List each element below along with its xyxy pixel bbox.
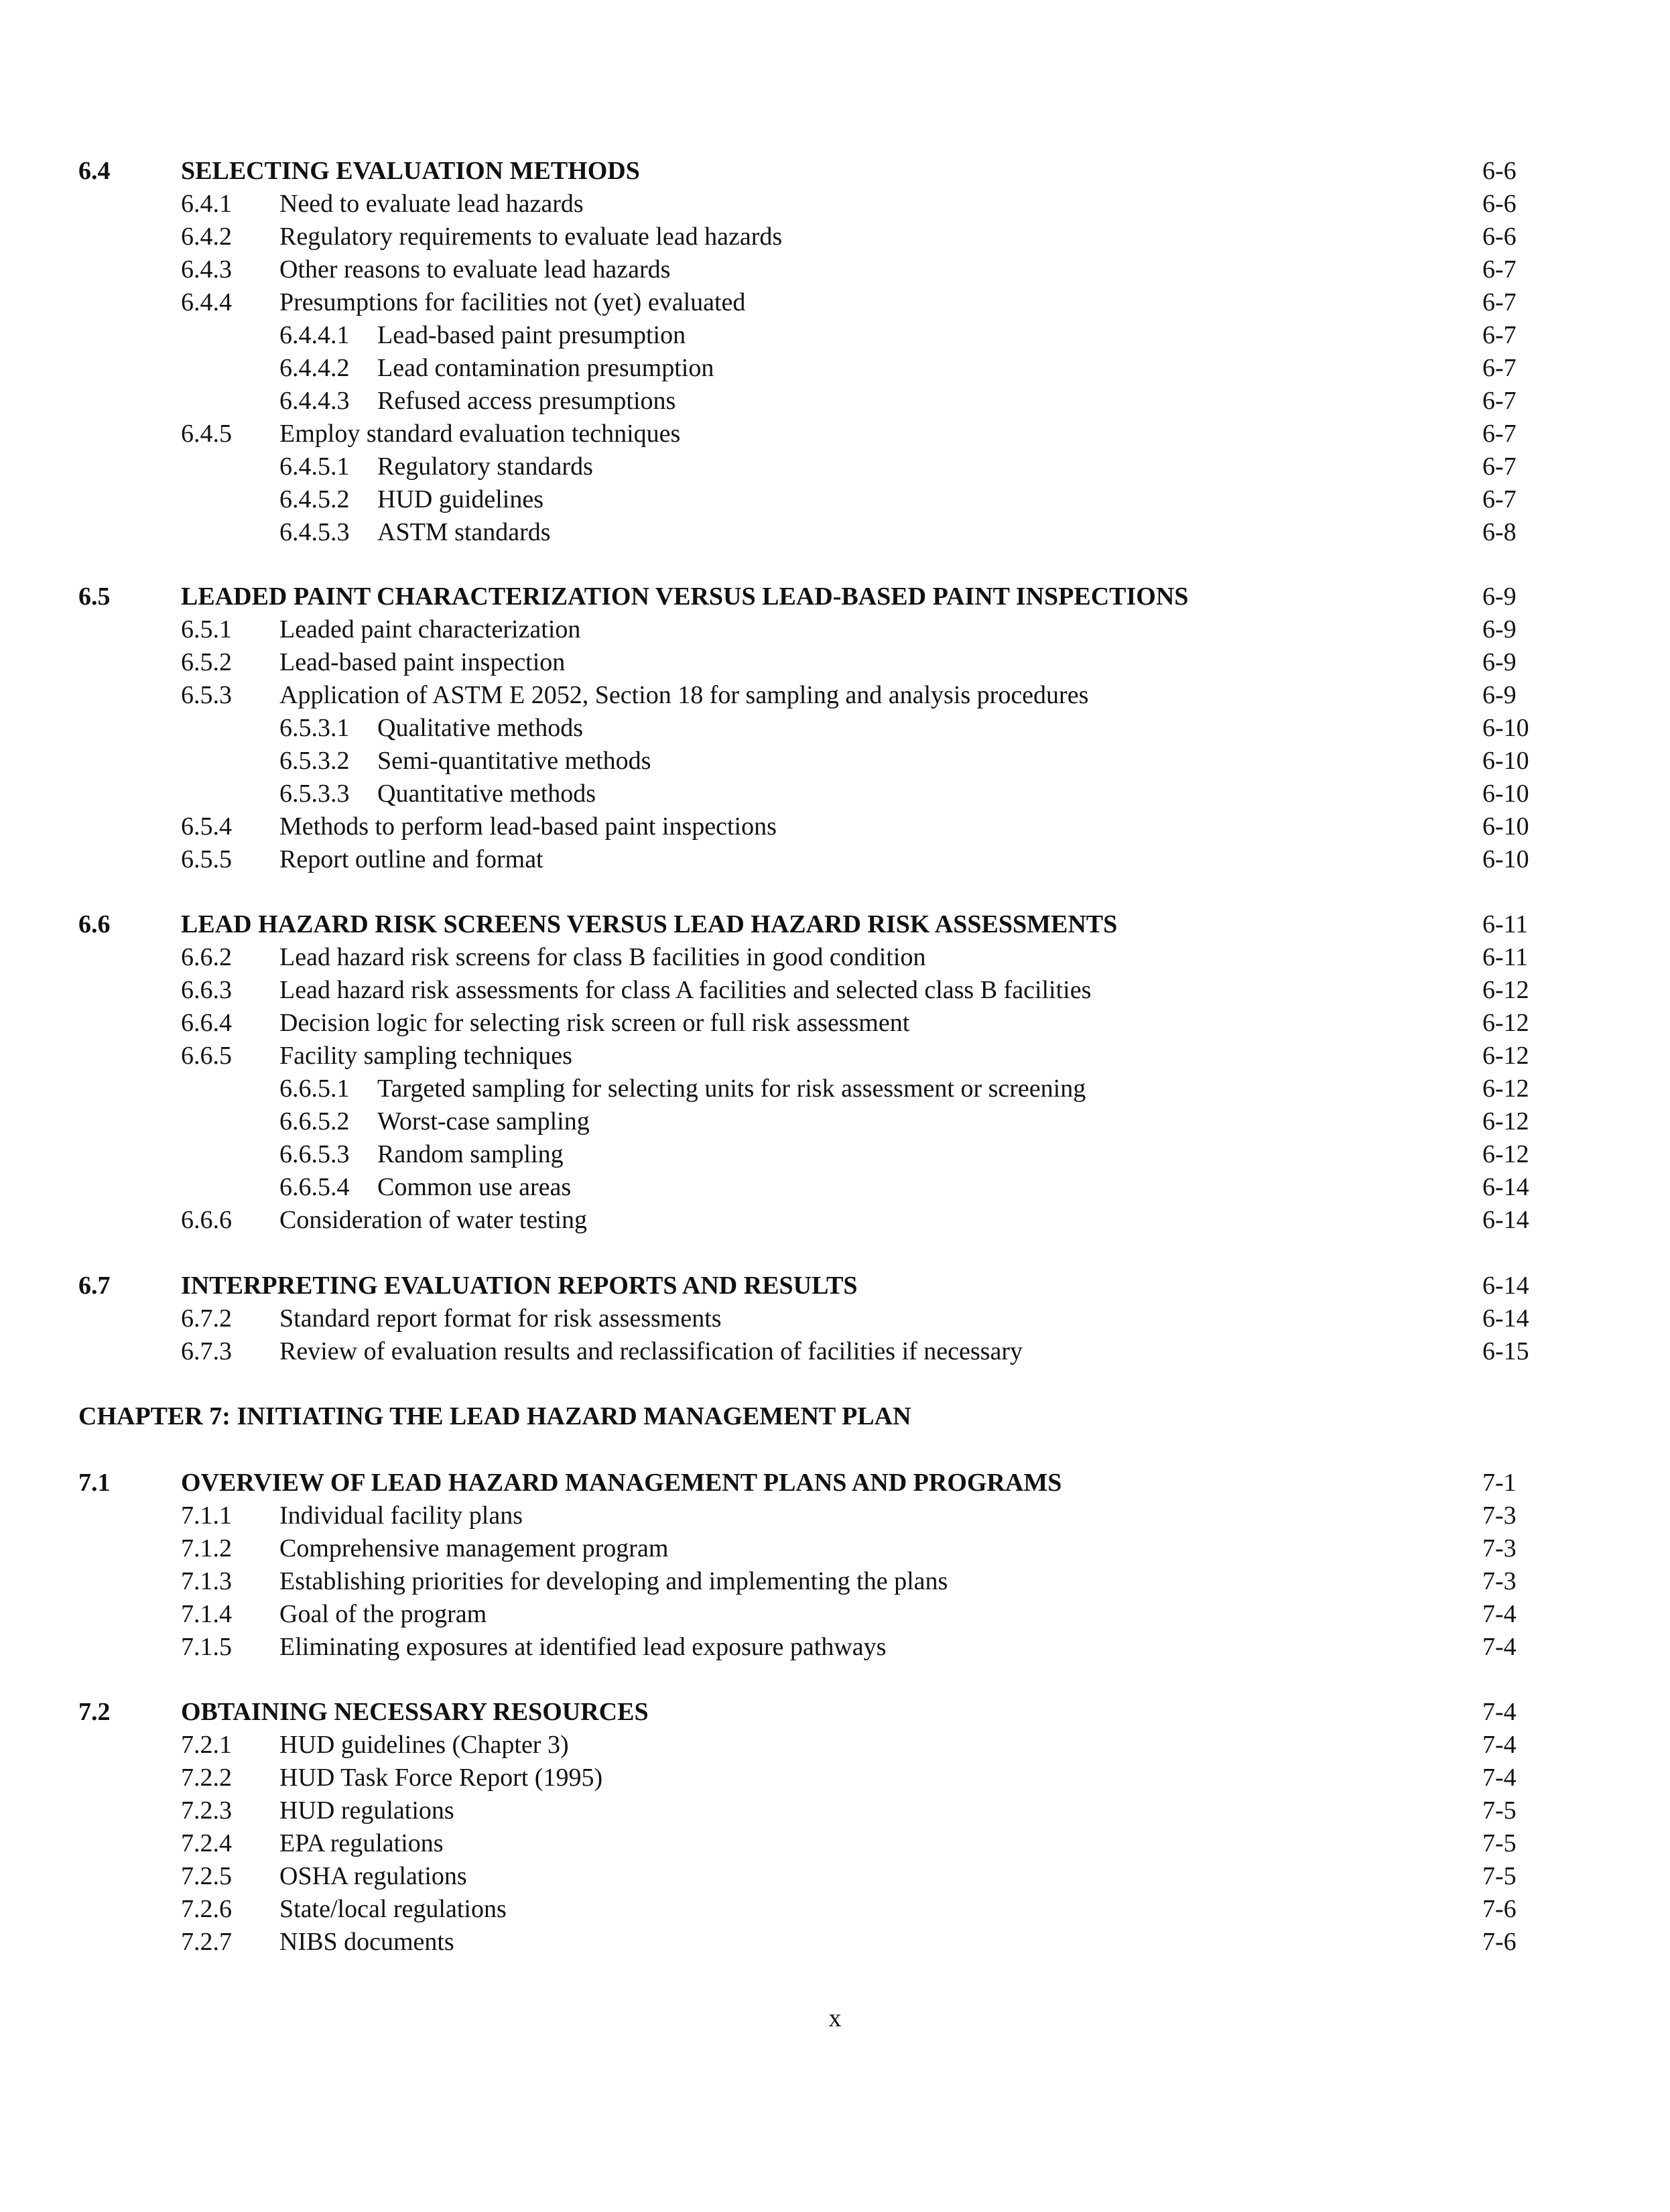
item-title: State/local regulations	[279, 1895, 507, 1923]
item-number: 6.5.2	[181, 648, 232, 676]
item-title: OSHA regulations	[279, 1862, 467, 1890]
subitem-number: 6.6.5.3	[279, 1140, 350, 1168]
toc-item-7-2-4	[0, 1827, 1670, 1860]
chapter-title: CHAPTER 7: INITIATING THE LEAD HAZARD MANAGEMENT PLAN	[78, 1402, 911, 1430]
page-ref: 6-10	[1482, 747, 1529, 775]
toc-item-6-6-6	[0, 1203, 1670, 1237]
toc-subitem-6-6-5-2	[0, 1105, 1670, 1138]
section-number: 6.6	[78, 910, 111, 938]
item-number: 7.1.3	[181, 1567, 232, 1595]
page-ref: 6-9	[1482, 681, 1517, 709]
item-number: 7.1.2	[181, 1534, 232, 1562]
subitem-number: 6.6.5.4	[279, 1173, 350, 1201]
page-number: x	[828, 2004, 842, 2032]
page-ref: 6-6	[1482, 190, 1517, 218]
item-number: 6.5.4	[181, 812, 232, 841]
toc-item-7-1-4	[0, 1597, 1670, 1631]
page-ref: 6-10	[1482, 845, 1529, 873]
item-title: Consideration of water testing	[279, 1206, 588, 1234]
page-ref: 6-9	[1482, 615, 1517, 643]
toc-item-7-1-5	[0, 1630, 1670, 1664]
page-ref: 6-9	[1482, 582, 1517, 611]
subitem-title: Quantitative methods	[377, 780, 596, 808]
subitem-number: 6.6.5.2	[279, 1107, 350, 1135]
toc-section-6-4	[0, 154, 1670, 188]
page-ref: 7-6	[1482, 1895, 1517, 1923]
page-ref: 6-7	[1482, 255, 1517, 284]
page-ref: 7-4	[1482, 1764, 1517, 1792]
item-number: 7.1.1	[181, 1501, 232, 1530]
item-number: 6.6.6	[181, 1206, 232, 1234]
subitem-title: Worst-case sampling	[377, 1107, 590, 1135]
subitem-title: Lead-based paint presumption	[377, 321, 686, 349]
item-number: 6.5.3	[181, 681, 232, 709]
item-title: Report outline and format	[279, 845, 543, 873]
item-number: 7.2.1	[181, 1731, 232, 1759]
page-ref: 6-14	[1482, 1206, 1529, 1234]
item-title: Lead hazard risk assessments for class A facilities and selected class B facilities	[279, 976, 1092, 1004]
item-title: Comprehensive management program	[279, 1534, 669, 1562]
toc-item-7-2-3	[0, 1794, 1670, 1827]
section-title: LEADED PAINT CHARACTERIZATION VERSUS LEAD-BASED PAINT INSPECTIONS	[181, 582, 1189, 611]
toc-item-6-6-3	[0, 973, 1670, 1007]
toc-item-6-7-3	[0, 1335, 1670, 1368]
section-number: 7.1	[78, 1469, 111, 1497]
toc-item-7-2-5	[0, 1859, 1670, 1893]
page-ref: 7-4	[1482, 1731, 1517, 1759]
item-title: Eliminating exposures at identified lead exposure pathways	[279, 1633, 887, 1661]
page-ref: 6-15	[1482, 1337, 1529, 1365]
item-number: 7.1.4	[181, 1600, 232, 1628]
page-ref: 6-11	[1482, 910, 1529, 938]
page-ref: 6-7	[1482, 387, 1517, 415]
page-ref: 7-4	[1482, 1698, 1517, 1726]
page-ref: 6-7	[1482, 420, 1517, 448]
item-number: 6.6.2	[181, 943, 232, 971]
page-ref: 6-11	[1482, 943, 1529, 971]
subitem-title: Refused access presumptions	[377, 387, 676, 415]
toc-subitem-6-5-3-1	[0, 711, 1670, 745]
page-ref: 7-4	[1482, 1600, 1517, 1628]
toc-subitem-6-5-3-2	[0, 744, 1670, 778]
page-ref: 6-14	[1482, 1272, 1529, 1300]
subitem-number: 6.5.3.3	[279, 780, 350, 808]
page-ref: 6-10	[1482, 714, 1529, 742]
page-ref: 6-7	[1482, 452, 1517, 481]
subitem-number: 6.4.4.2	[279, 354, 350, 382]
item-title: Individual facility plans	[279, 1501, 523, 1530]
toc-section-6-7	[0, 1269, 1670, 1302]
page-ref: 6-14	[1482, 1304, 1529, 1333]
item-title: Need to evaluate lead hazards	[279, 190, 584, 218]
page-ref: 7-5	[1482, 1862, 1517, 1890]
subitem-number: 6.5.3.2	[279, 747, 350, 775]
item-title: Facility sampling techniques	[279, 1042, 572, 1070]
item-number: 6.6.4	[181, 1009, 232, 1037]
subitem-number: 6.5.3.1	[279, 714, 350, 742]
item-number: 7.1.5	[181, 1633, 232, 1661]
subitem-title: Random sampling	[377, 1140, 564, 1168]
page-ref: 6-12	[1482, 1074, 1529, 1103]
item-title: Other reasons to evaluate lead hazards	[279, 255, 671, 284]
section-number: 6.7	[78, 1272, 111, 1300]
item-number: 6.6.3	[181, 976, 232, 1004]
toc-item-6-7-2	[0, 1302, 1670, 1335]
item-title: Standard report format for risk assessments	[279, 1304, 722, 1333]
item-title: HUD regulations	[279, 1796, 454, 1825]
toc-item-6-6-5	[0, 1039, 1670, 1072]
subitem-number: 6.4.5.2	[279, 485, 350, 513]
item-number: 7.2.3	[181, 1796, 232, 1825]
subitem-number: 6.4.4.1	[279, 321, 350, 349]
page-ref: 6-12	[1482, 976, 1529, 1004]
item-number: 6.5.5	[181, 845, 232, 873]
page-ref: 6-6	[1482, 157, 1517, 185]
subitem-number: 6.4.4.3	[279, 387, 350, 415]
toc-item-7-2-7	[0, 1925, 1670, 1959]
toc-subitem-6-4-4-3	[0, 384, 1670, 418]
toc-subitem-6-4-5-2	[0, 483, 1670, 516]
toc-item-6-4-5	[0, 417, 1670, 450]
item-number: 6.7.2	[181, 1304, 232, 1333]
page-ref: 7-3	[1482, 1567, 1517, 1595]
item-title: Lead-based paint inspection	[279, 648, 566, 676]
section-number: 7.2	[78, 1698, 111, 1726]
item-title: HUD guidelines (Chapter 3)	[279, 1731, 569, 1759]
toc-item-7-2-6	[0, 1892, 1670, 1926]
item-title: EPA regulations	[279, 1829, 444, 1857]
toc-item-6-5-4	[0, 810, 1670, 843]
subitem-title: Semi-quantitative methods	[377, 747, 651, 775]
page-ref: 6-7	[1482, 485, 1517, 513]
page-ref: 6-12	[1482, 1140, 1529, 1168]
toc-section-7-2	[0, 1695, 1670, 1729]
toc-section-6-5	[0, 580, 1670, 613]
item-number: 7.2.6	[181, 1895, 232, 1923]
toc-item-6-6-4	[0, 1006, 1670, 1040]
section-title: OBTAINING NECESSARY RESOURCES	[181, 1698, 649, 1726]
item-title: Leaded paint characterization	[279, 615, 581, 643]
toc-item-6-5-3	[0, 678, 1670, 712]
page-ref: 6-12	[1482, 1107, 1529, 1135]
page-ref: 7-6	[1482, 1928, 1517, 1956]
page-ref: 6-9	[1482, 648, 1517, 676]
section-title: SELECTING EVALUATION METHODS	[181, 157, 640, 185]
subitem-title: ASTM standards	[377, 518, 551, 546]
page-ref: 6-6	[1482, 223, 1517, 251]
page-ref: 6-7	[1482, 354, 1517, 382]
toc-subitem-6-4-5-3	[0, 515, 1670, 549]
subitem-title: Regulatory standards	[377, 452, 593, 481]
section-title: INTERPRETING EVALUATION REPORTS AND RESULTS	[181, 1272, 858, 1300]
chapter-heading	[0, 1400, 1670, 1433]
section-title: OVERVIEW OF LEAD HAZARD MANAGEMENT PLANS AND PROGRAMS	[181, 1469, 1062, 1497]
page-ref: 7-5	[1482, 1829, 1517, 1857]
toc-subitem-6-4-4-1	[0, 318, 1670, 352]
subitem-number: 6.6.5.1	[279, 1074, 350, 1103]
item-title: Lead hazard risk screens for class B facilities in good condition	[279, 943, 926, 971]
item-title: Establishing priorities for developing and implementing the plans	[279, 1567, 948, 1595]
item-title: Review of evaluation results and reclassification of facilities if necessary	[279, 1337, 1023, 1365]
item-title: Employ standard evaluation techniques	[279, 420, 681, 448]
toc-item-6-5-2	[0, 646, 1670, 679]
item-number: 6.4.3	[181, 255, 232, 284]
section-number: 6.4	[78, 157, 111, 185]
page-ref: 7-4	[1482, 1633, 1517, 1661]
toc-subitem-6-6-5-3	[0, 1138, 1670, 1171]
page-ref: 6-12	[1482, 1042, 1529, 1070]
toc-item-6-5-1	[0, 613, 1670, 646]
toc-subitem-6-4-4-2	[0, 351, 1670, 385]
item-title: Application of ASTM E 2052, Section 18 for sampling and analysis procedures	[279, 681, 1089, 709]
item-number: 6.6.5	[181, 1042, 232, 1070]
page-ref: 6-8	[1482, 518, 1517, 546]
toc-subitem-6-4-5-1	[0, 450, 1670, 483]
toc-section-6-6	[0, 908, 1670, 941]
item-title: NIBS documents	[279, 1928, 454, 1956]
page-ref: 6-7	[1482, 288, 1517, 316]
item-title: Regulatory requirements to evaluate lead hazards	[279, 223, 783, 251]
page-ref: 6-12	[1482, 1009, 1529, 1037]
page-ref: 6-10	[1482, 780, 1529, 808]
toc-subitem-6-5-3-3	[0, 777, 1670, 810]
item-number: 6.4.2	[181, 223, 232, 251]
toc-item-7-1-2	[0, 1532, 1670, 1565]
subitem-number: 6.4.5.3	[279, 518, 350, 546]
toc-item-6-4-3	[0, 253, 1670, 286]
page-ref: 6-14	[1482, 1173, 1529, 1201]
page-ref: 7-1	[1482, 1469, 1517, 1497]
toc-subitem-6-6-5-1	[0, 1072, 1670, 1105]
toc-item-7-1-1	[0, 1499, 1670, 1532]
item-title: HUD Task Force Report (1995)	[279, 1764, 603, 1792]
item-number: 6.4.1	[181, 190, 232, 218]
toc-section-7-1	[0, 1466, 1670, 1499]
toc-subitem-6-6-5-4	[0, 1170, 1670, 1204]
item-title: Methods to perform lead-based paint inspections	[279, 812, 777, 841]
item-title: Presumptions for facilities not (yet) evaluated	[279, 288, 746, 316]
subitem-title: HUD guidelines	[377, 485, 544, 513]
toc-item-6-4-1	[0, 187, 1670, 221]
toc-item-6-4-4	[0, 286, 1670, 319]
subitem-title: Common use areas	[377, 1173, 572, 1201]
item-number: 7.2.4	[181, 1829, 232, 1857]
toc-item-6-6-2	[0, 940, 1670, 974]
toc-item-6-5-5	[0, 843, 1670, 876]
subitem-title: Targeted sampling for selecting units for risk assessment or screening	[377, 1074, 1086, 1103]
toc-item-7-1-3	[0, 1564, 1670, 1598]
subitem-number: 6.4.5.1	[279, 452, 350, 481]
toc-item-7-2-1	[0, 1728, 1670, 1762]
section-number: 6.5	[78, 582, 111, 611]
page-ref: 6-7	[1482, 321, 1517, 349]
toc-item-6-4-2	[0, 220, 1670, 253]
item-number: 7.2.2	[181, 1764, 232, 1792]
item-number: 6.5.1	[181, 615, 232, 643]
section-title: LEAD HAZARD RISK SCREENS VERSUS LEAD HAZARD RISK ASSESSMENTS	[181, 910, 1118, 938]
item-number: 6.7.3	[181, 1337, 232, 1365]
toc-item-7-2-2	[0, 1761, 1670, 1794]
subitem-title: Qualitative methods	[377, 714, 584, 742]
page-ref: 7-3	[1482, 1534, 1517, 1562]
item-number: 7.2.7	[181, 1928, 232, 1956]
page-ref: 7-3	[1482, 1501, 1517, 1530]
item-number: 6.4.4	[181, 288, 232, 316]
subitem-title: Lead contamination presumption	[377, 354, 714, 382]
item-title: Decision logic for selecting risk screen or full risk assessment	[279, 1009, 910, 1037]
item-number: 7.2.5	[181, 1862, 232, 1890]
item-number: 6.4.5	[181, 420, 232, 448]
page-ref: 7-5	[1482, 1796, 1517, 1825]
item-title: Goal of the program	[279, 1600, 487, 1628]
page-ref: 6-10	[1482, 812, 1529, 841]
